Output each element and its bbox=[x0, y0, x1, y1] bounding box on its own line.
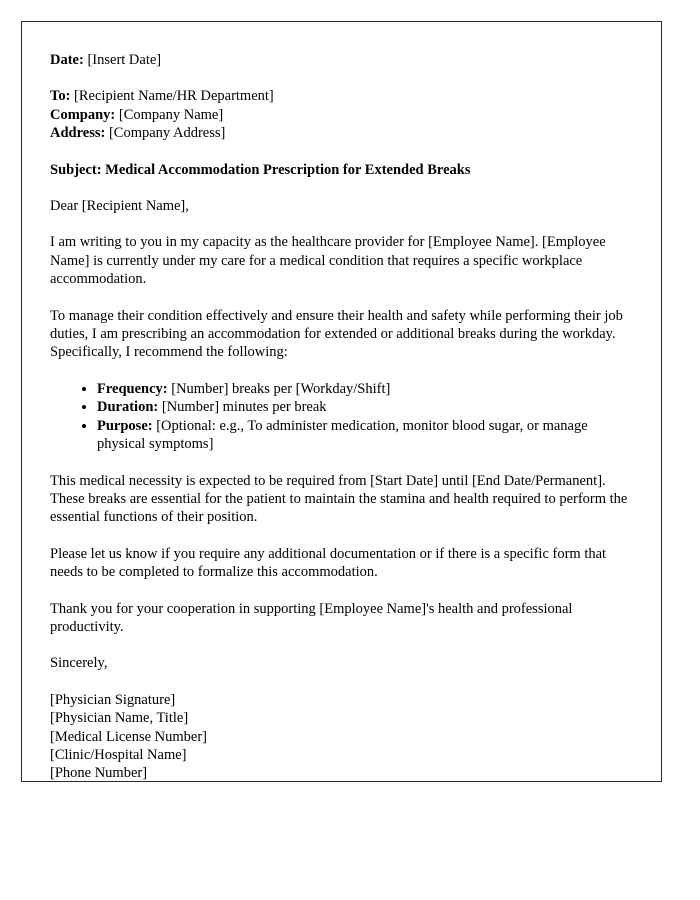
to-value: [Recipient Name/HR Department] bbox=[74, 88, 274, 105]
date-line bbox=[50, 51, 634, 69]
recipient-block bbox=[50, 87, 634, 142]
list-item-duration bbox=[97, 398, 634, 416]
company-label: Company: bbox=[50, 106, 116, 123]
date-label: Date: bbox=[50, 52, 84, 68]
letter-container bbox=[21, 21, 662, 782]
subject-text: Subject: Medical Accommodation Prescription for Extended Breaks bbox=[50, 161, 471, 178]
purpose-label: Purpose: bbox=[97, 417, 153, 434]
company-line bbox=[50, 106, 634, 124]
purpose-text: [Optional: e.g., To administer medication, monitor blood sugar, or manage physical symptoms] bbox=[97, 417, 588, 453]
paragraph-documentation: Please let us know if you require any additional documentation or if there is a specific form that needs to be completed to formalize this accommodation. bbox=[50, 545, 607, 581]
address-label: Address: bbox=[50, 125, 106, 142]
duration-label: Duration: bbox=[97, 399, 159, 416]
duration-text: [Number] minutes per break bbox=[161, 399, 327, 416]
accommodation-list bbox=[50, 380, 634, 454]
address-line bbox=[50, 124, 634, 142]
list-item-purpose bbox=[97, 417, 634, 454]
company-value: [Company Name] bbox=[118, 106, 224, 123]
address-value: [Company Address] bbox=[108, 125, 226, 142]
frequency-text: [Number] breaks per [Workday/Shift] bbox=[171, 380, 391, 397]
signature-line-physician-signature: [Physician Signature] bbox=[50, 691, 176, 708]
signature-line-license-number: [Medical License Number] bbox=[50, 728, 208, 745]
date-value: [Insert Date] bbox=[87, 52, 162, 68]
signature-line-phone-number: [Phone Number] bbox=[50, 765, 148, 782]
closing: Sincerely, bbox=[50, 655, 108, 672]
subject-line bbox=[50, 161, 634, 179]
signature-line-physician-name: [Physician Name, Title] bbox=[50, 710, 189, 727]
to-line bbox=[50, 87, 634, 105]
paragraph-necessity: This medical necessity is expected to be required from [Start Date] until [End Date/Permanent]. These breaks are essential for the patient to maintain the stamina and health required to perform the essential functions of their position. bbox=[50, 472, 628, 526]
signature-line-clinic-name: [Clinic/Hospital Name] bbox=[50, 746, 187, 763]
paragraph-thanks: Thank you for your cooperation in supporting [Employee Name]'s health and professional productivity. bbox=[50, 600, 573, 635]
salutation: Dear [Recipient Name], bbox=[50, 198, 189, 215]
paragraph-prescription: To manage their condition effectively and ensure their health and safety while performing their job duties, I am prescribing an accommodation for extended or additional breaks during the workday. Specifically, I recommend the following: bbox=[50, 307, 623, 361]
list-item-frequency bbox=[97, 380, 634, 398]
paragraph-intro: I am writing to you in my capacity as the healthcare provider for [Employee Name]. [Employee Name] is currently under my care for a medical condition that requires a specific workplace accommodation. bbox=[50, 234, 606, 288]
signature-block bbox=[50, 691, 634, 782]
to-label: To: bbox=[50, 88, 71, 105]
frequency-label: Frequency: bbox=[97, 380, 168, 397]
